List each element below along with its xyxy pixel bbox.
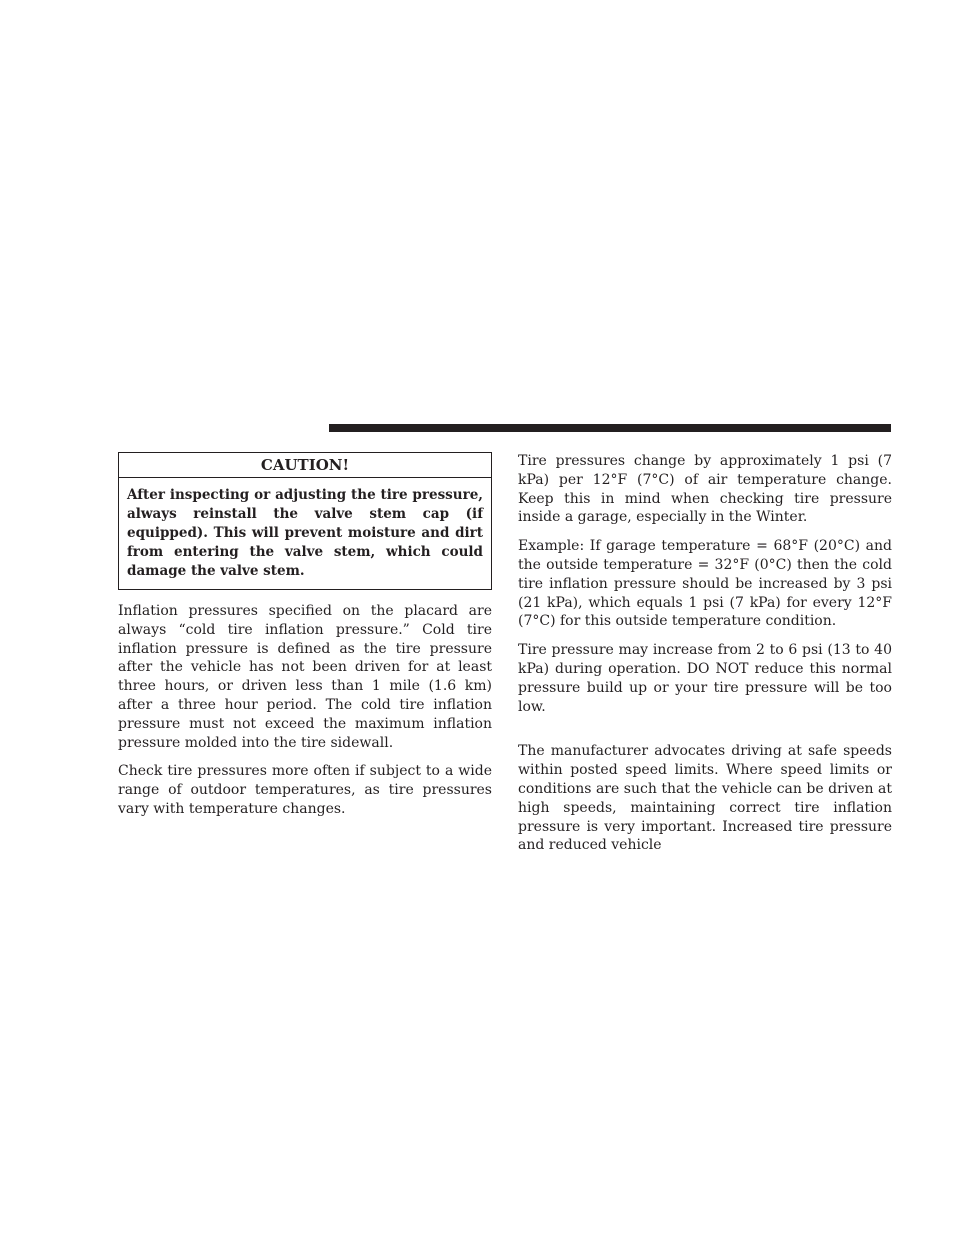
- paragraph-temperature-change: Tire pressures change by approximately 1 psi (7 kPa) per 12°F (7°C) of air temperature change. Keep this in mind when checking tire pressure inside a garage, especially in the Winter.: [518, 453, 892, 526]
- right-column: [518, 452, 892, 865]
- header-rule: [329, 424, 891, 432]
- paragraph-check-often: Check tire pressures more often if subject to a wide range of outdoor temperatures, as tire pressures vary with temperature changes.: [118, 763, 492, 817]
- paragraph-pressure-increase: Tire pressure may increase from 2 to 6 psi (13 to 40 kPa) during operation. DO NOT reduce this normal pressure build up or your tire pressure will be too low.: [518, 642, 892, 715]
- caution-box: [118, 452, 492, 590]
- paragraph-cold-inflation: Inflation pressures specified on the placard are always “cold tire inflation pressure.” Cold tire inflation pressure is defined as the tire pressure after the vehicle has not been driven for at least three hours, or driven less than 1 mile (1.6 km) after a three hour period. The cold tire inflation pressure must not exceed the maximum inflation pressure molded into the tire sidewall.: [118, 603, 492, 751]
- caution-title: CAUTION!: [119, 453, 491, 478]
- paragraph-safe-speeds: The manufacturer advocates driving at safe speeds within posted speed limits. Where speed limits or conditions are such that the vehicle can be driven at high speeds, maintaining correct tire inflation pressure is very important. Increased tire pressure and reduced vehicle: [518, 743, 892, 854]
- paragraph-example: Example: If garage temperature = 68°F (20°C) and the outside temperature = 32°F (0°C) then the cold tire inflation pressure should be increased by 3 psi (21 kPa), which equals 1 psi (7 kPa) for every 12°F (7°C) for this outside temperature condition.: [518, 538, 892, 630]
- left-column: [118, 452, 492, 829]
- caution-body: After inspecting or adjusting the tire pressure, always reinstall the valve stem cap (if equipped). This will prevent moisture and dirt from entering the valve stem, which could damage the valve stem.: [127, 487, 483, 579]
